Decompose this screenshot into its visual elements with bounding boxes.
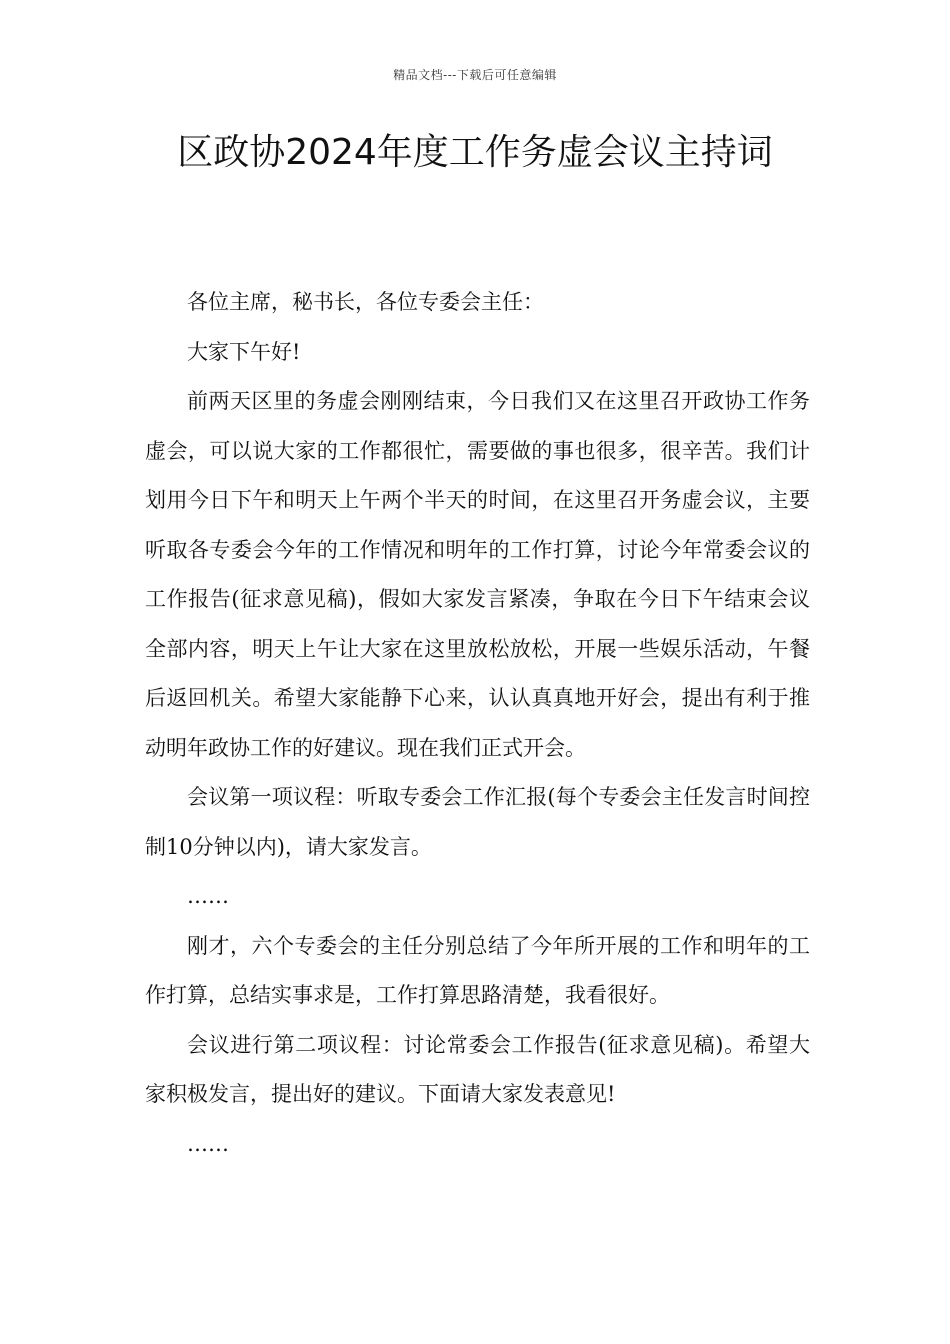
- agenda-item-one-paragraph: 会议第一项议程：听取专委会工作汇报(每个专委会主任发言时间控制10分钟以内)，请大家发言。: [145, 785, 810, 859]
- summary-paragraph: 刚才，六个专委会的主任分别总结了今年所开展的工作和明年的工作打算，总结实事求是，工作打算思路清楚，我看很好。: [145, 933, 810, 1007]
- ellipsis-paragraph: ……: [187, 1131, 229, 1156]
- document-title: 区政协2024年度工作务虚会议主持词: [177, 132, 773, 173]
- greeting-paragraph: 大家下午好!: [187, 339, 301, 364]
- page-header: 精品文档---下载后可任意编辑: [393, 68, 557, 82]
- salutation-paragraph: 各位主席，秘书长，各位专委会主任：: [187, 290, 544, 314]
- document-body: [145, 278, 810, 1169]
- ellipsis-paragraph: ……: [187, 884, 229, 908]
- agenda-item-two-paragraph: 会议进行第二项议程：讨论常委会工作报告(征求意见稿)。希望大家积极发言，提出好的建议。下面请大家发表意见!: [145, 1032, 810, 1106]
- opening-paragraph: 前两天区里的务虚会刚刚结束，今日我们又在这里召开政协工作务虚会，可以说大家的工作都很忙，需要做的事也很多，很辛苦。我们计划用今日下午和明天上午两个半天的时间，在这里召开务虚会议，主要听取各专委会今年的工作情况和明年的工作打算，讨论今年常委会议的工作报告(征求意见稿)，假如大家发言紧凑，争取在今日下午结束会议全部内容，明天上午让大家在这里放松放松，开展一些娱乐活动，午餐后返回机关。希望大家能静下心来，认认真真地开好会，提出有利于推动明年政协工作的好建议。现在我们正式开会。: [145, 389, 810, 760]
